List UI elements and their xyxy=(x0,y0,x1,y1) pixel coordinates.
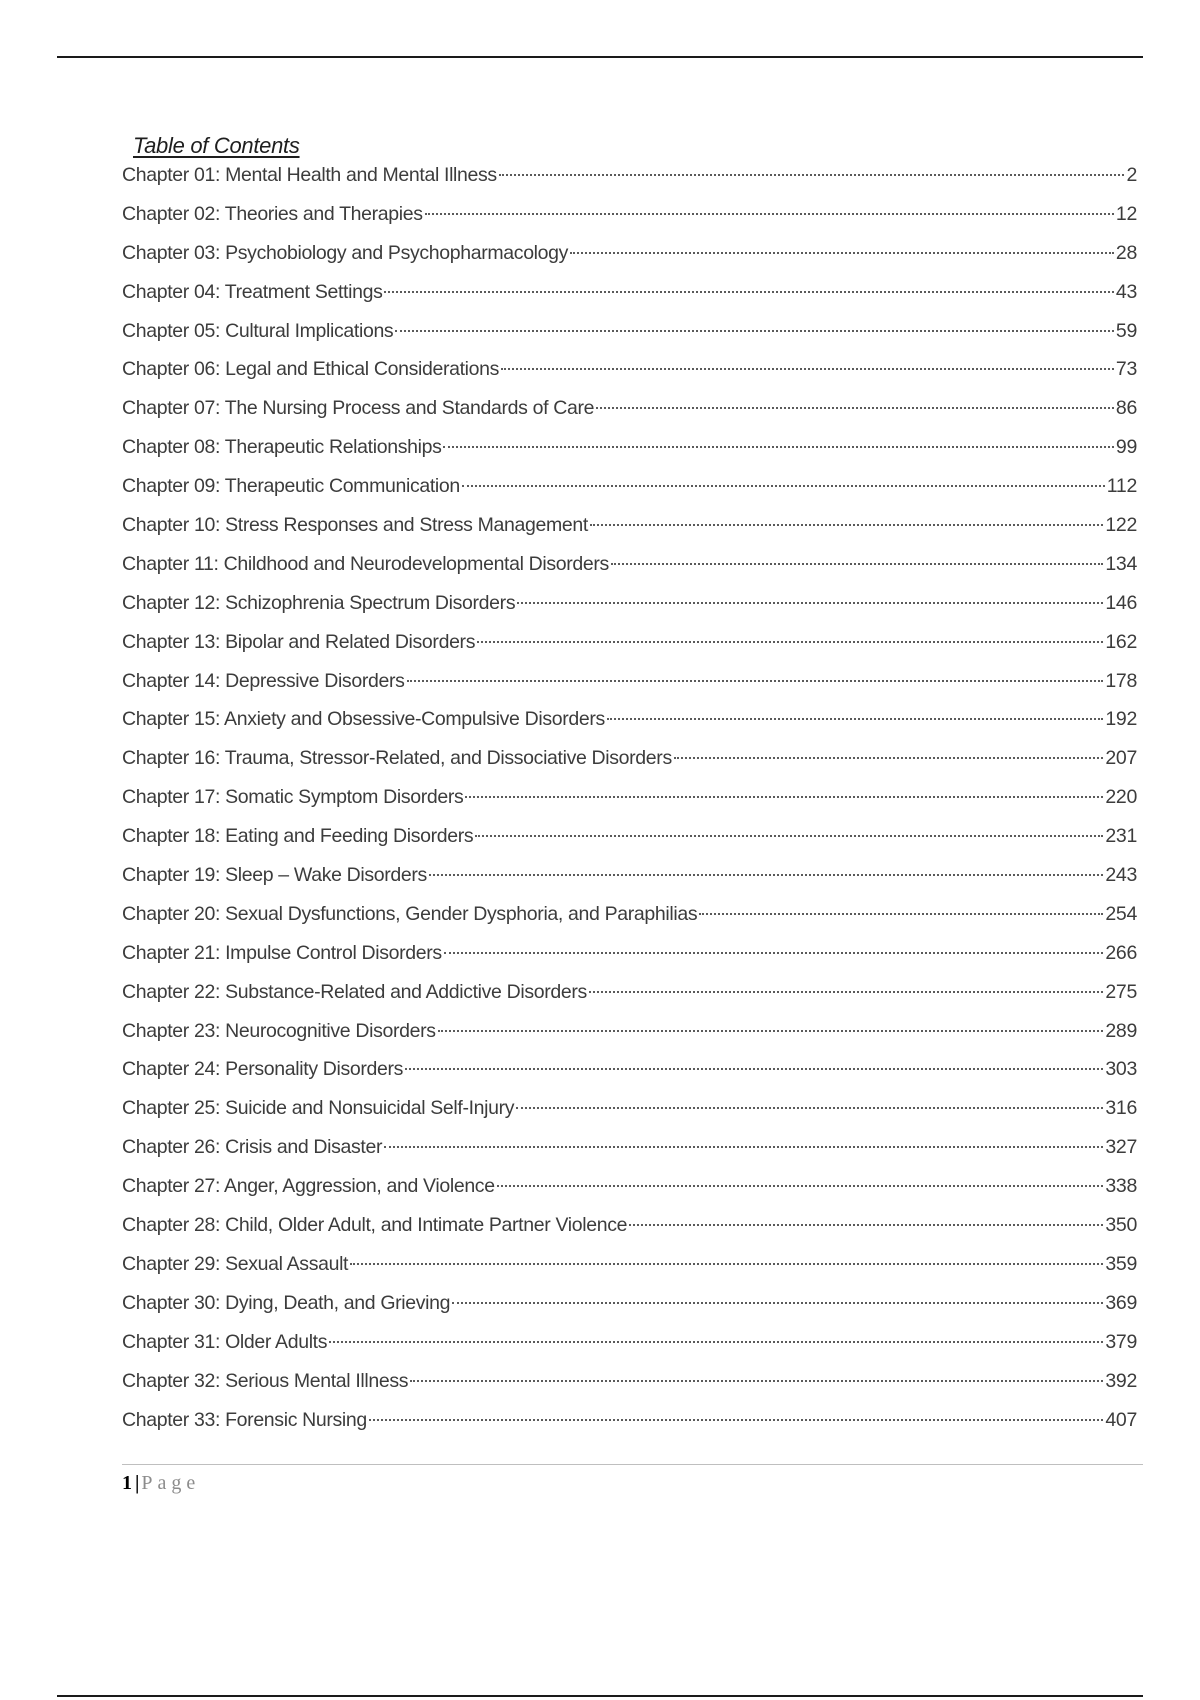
toc-entry-chapter-15[interactable] xyxy=(122,700,1137,739)
toc-entry-page: 28 xyxy=(1115,241,1137,264)
dot-leader xyxy=(517,602,1103,604)
toc-entry-chapter-07[interactable] xyxy=(122,389,1137,428)
toc-entry-page: 112 xyxy=(1106,475,1137,498)
toc-entry-page: 231 xyxy=(1105,825,1137,848)
toc-entry-chapter-10[interactable] xyxy=(122,506,1137,545)
toc-entry-label: Chapter 01: Mental Health and Mental Illness xyxy=(122,164,497,186)
toc-entry-chapter-20[interactable] xyxy=(122,895,1137,934)
toc-entry-label: Chapter 28: Child, Older Adult, and Intimate Partner Violence xyxy=(122,1214,628,1237)
toc-entry-chapter-17[interactable] xyxy=(122,778,1137,817)
toc-entry-chapter-26[interactable] xyxy=(122,1128,1137,1167)
dot-leader xyxy=(438,1030,1104,1032)
toc-entry-page: 369 xyxy=(1105,1291,1137,1314)
toc-entry-label: Chapter 14: Depressive Disorders xyxy=(122,669,405,692)
footer-separator: | xyxy=(135,1472,140,1494)
bottom-rule xyxy=(57,1695,1143,1697)
toc-entry-chapter-33[interactable] xyxy=(122,1401,1137,1440)
toc-entry-page: 207 xyxy=(1105,747,1137,770)
toc-entry-page: 178 xyxy=(1105,669,1137,692)
toc-entry-page: 392 xyxy=(1105,1369,1137,1392)
toc-entry-page: 407 xyxy=(1105,1408,1137,1431)
toc-entry-label: Chapter 06: Legal and Ethical Considerations xyxy=(122,358,500,381)
toc-entry-chapter-28[interactable] xyxy=(122,1206,1137,1245)
toc-entry-chapter-32[interactable] xyxy=(122,1362,1137,1401)
toc-entry-chapter-29[interactable] xyxy=(122,1245,1137,1284)
toc-entry-label: Chapter 26: Crisis and Disaster xyxy=(122,1136,383,1159)
toc-entry-page: 192 xyxy=(1105,708,1137,731)
header-rule xyxy=(57,56,1143,58)
dot-leader xyxy=(607,718,1103,720)
toc-entry-chapter-22[interactable] xyxy=(122,973,1137,1012)
dot-leader xyxy=(429,874,1103,876)
toc-entry-chapter-04[interactable] xyxy=(122,273,1137,312)
dot-leader xyxy=(462,485,1105,487)
dot-leader xyxy=(629,1224,1103,1226)
toc-entry-chapter-08[interactable] xyxy=(122,428,1137,467)
dot-leader xyxy=(570,252,1114,254)
toc-entry-chapter-03[interactable] xyxy=(122,234,1137,273)
toc-entry-chapter-13[interactable] xyxy=(122,623,1137,662)
toc-entry-label: Chapter 02: Theories and Therapies xyxy=(122,202,423,225)
toc-entry-page: 266 xyxy=(1105,941,1137,964)
toc-entry-page: 275 xyxy=(1105,980,1137,1003)
toc-entry-label: Chapter 22: Substance-Related and Addictive Disorders xyxy=(122,980,587,1003)
dot-leader xyxy=(350,1263,1103,1265)
toc-entry-label: Chapter 31: Older Adults xyxy=(122,1330,328,1353)
toc-entry-chapter-01[interactable] xyxy=(122,156,1137,195)
dot-leader xyxy=(384,291,1113,293)
toc-entry-chapter-31[interactable] xyxy=(122,1323,1137,1362)
dot-leader xyxy=(407,680,1104,682)
dot-leader xyxy=(475,835,1103,837)
dot-leader xyxy=(465,796,1103,798)
dot-leader xyxy=(444,952,1104,954)
toc-entry-label: Chapter 10: Stress Responses and Stress Management xyxy=(122,514,588,537)
dot-leader xyxy=(477,641,1103,643)
toc-entry-page: 379 xyxy=(1105,1330,1137,1353)
toc-entry-label: Chapter 33: Forensic Nursing xyxy=(122,1408,367,1431)
dot-leader xyxy=(329,1341,1103,1343)
toc-entry-label: Chapter 25: Suicide and Nonsuicidal Self-Injury xyxy=(122,1097,515,1120)
dot-leader xyxy=(425,213,1114,215)
toc-entry-page: 2 xyxy=(1126,164,1137,186)
dot-leader xyxy=(516,1107,1103,1109)
toc-entry-label: Chapter 05: Cultural Implications xyxy=(122,319,394,342)
dot-leader xyxy=(405,1068,1103,1070)
dot-leader xyxy=(589,991,1103,993)
toc-entry-page: 86 xyxy=(1115,397,1137,420)
toc-entry-label: Chapter 16: Trauma, Stressor-Related, and Dissociative Disorders xyxy=(122,747,672,770)
toc-entry-label: Chapter 19: Sleep – Wake Disorders xyxy=(122,864,427,887)
toc-entry-chapter-18[interactable] xyxy=(122,817,1137,856)
toc-entry-label: Chapter 23: Neurocognitive Disorders xyxy=(122,1019,436,1042)
toc-entry-page: 303 xyxy=(1105,1058,1137,1081)
dot-leader xyxy=(384,1146,1103,1148)
toc-entry-chapter-25[interactable] xyxy=(122,1089,1137,1128)
toc-list xyxy=(122,156,1137,1439)
footer-page-number: 1 xyxy=(122,1472,132,1494)
toc-entry-page: 73 xyxy=(1115,358,1137,381)
toc-entry-label: Chapter 27: Anger, Aggression, and Violence xyxy=(122,1175,495,1198)
toc-entry-chapter-30[interactable] xyxy=(122,1284,1137,1323)
toc-entry-label: Chapter 15: Anxiety and Obsessive-Compulsive Disorders xyxy=(122,708,605,731)
dot-leader xyxy=(501,368,1114,370)
toc-entry-chapter-11[interactable] xyxy=(122,545,1137,584)
toc-entry-page: 327 xyxy=(1105,1136,1137,1159)
toc-entry-page: 350 xyxy=(1105,1214,1137,1237)
toc-entry-page: 99 xyxy=(1115,436,1137,459)
toc-entry-chapter-12[interactable] xyxy=(122,584,1137,623)
toc-entry-label: Chapter 04: Treatment Settings xyxy=(122,280,383,303)
dot-leader xyxy=(674,757,1104,759)
dot-leader xyxy=(410,1380,1103,1382)
toc-entry-page: 220 xyxy=(1105,786,1137,809)
toc-entry-label: Chapter 13: Bipolar and Related Disorders xyxy=(122,630,476,653)
toc-entry-page: 254 xyxy=(1105,902,1137,925)
toc-entry-page: 338 xyxy=(1105,1175,1137,1198)
toc-entry-label: Chapter 24: Personality Disorders xyxy=(122,1058,404,1081)
toc-entry-chapter-24[interactable] xyxy=(122,1050,1137,1089)
toc-entry-label: Chapter 20: Sexual Dysfunctions, Gender Dysphoria, and Paraphilias xyxy=(122,902,698,925)
toc-entry-page: 59 xyxy=(1115,319,1137,342)
toc-entry-label: Chapter 29: Sexual Assault xyxy=(122,1252,349,1275)
toc-entry-chapter-21[interactable] xyxy=(122,934,1137,973)
dot-leader xyxy=(452,1302,1103,1304)
toc-entry-page: 359 xyxy=(1105,1252,1137,1275)
toc-entry-page: 162 xyxy=(1105,630,1137,653)
toc-entry-chapter-27[interactable] xyxy=(122,1167,1137,1206)
dot-leader xyxy=(499,174,1125,176)
toc-entry-page: 12 xyxy=(1115,202,1137,225)
toc-entry-chapter-06[interactable] xyxy=(122,350,1137,389)
toc-entry-page: 243 xyxy=(1105,864,1137,887)
toc-entry-label: Chapter 07: The Nursing Process and Standards of Care xyxy=(122,397,595,420)
dot-leader xyxy=(369,1419,1103,1421)
toc-entry-chapter-19[interactable] xyxy=(122,856,1137,895)
dot-leader xyxy=(443,446,1113,448)
toc-entry-page: 146 xyxy=(1105,591,1137,614)
dot-leader xyxy=(497,1185,1104,1187)
toc-entry-label: Chapter 12: Schizophrenia Spectrum Disorders xyxy=(122,591,516,614)
toc-entry-label: Chapter 30: Dying, Death, and Grieving xyxy=(122,1291,451,1314)
toc-entry-label: Chapter 11: Childhood and Neurodevelopmental Disorders xyxy=(122,552,609,575)
dot-leader xyxy=(611,563,1103,565)
toc-entry-chapter-05[interactable] xyxy=(122,312,1137,351)
footer-page-word: Page xyxy=(141,1472,201,1494)
toc-entry-label: Chapter 09: Therapeutic Communication xyxy=(122,475,460,498)
dot-leader xyxy=(590,524,1103,526)
toc-entry-label: Chapter 18: Eating and Feeding Disorders xyxy=(122,825,474,848)
dot-leader xyxy=(699,913,1103,915)
toc-entry-label: Chapter 32: Serious Mental Illness xyxy=(122,1369,409,1392)
dot-leader xyxy=(596,407,1114,409)
toc-entry-chapter-09[interactable] xyxy=(122,467,1137,506)
footer-rule xyxy=(122,1464,1143,1465)
page-footer xyxy=(122,1471,200,1495)
dot-leader xyxy=(395,330,1114,332)
toc-entry-chapter-16[interactable] xyxy=(122,739,1137,778)
toc-entry-page: 43 xyxy=(1115,280,1137,303)
toc-entry-page: 289 xyxy=(1105,1019,1137,1042)
toc-entry-page: 134 xyxy=(1105,552,1137,575)
toc-entry-page: 122 xyxy=(1105,514,1137,537)
toc-entry-label: Chapter 08: Therapeutic Relationships xyxy=(122,436,442,459)
toc-entry-label: Chapter 17: Somatic Symptom Disorders xyxy=(122,786,464,809)
toc-title: Table of Contents xyxy=(133,133,300,158)
toc-entry-chapter-02[interactable] xyxy=(122,195,1137,234)
toc-entry-chapter-23[interactable] xyxy=(122,1012,1137,1051)
toc-entry-chapter-14[interactable] xyxy=(122,662,1137,701)
toc-entry-label: Chapter 21: Impulse Control Disorders xyxy=(122,941,442,964)
toc-entry-label: Chapter 03: Psychobiology and Psychopharmacology xyxy=(122,241,569,264)
toc-entry-page: 316 xyxy=(1105,1097,1137,1120)
